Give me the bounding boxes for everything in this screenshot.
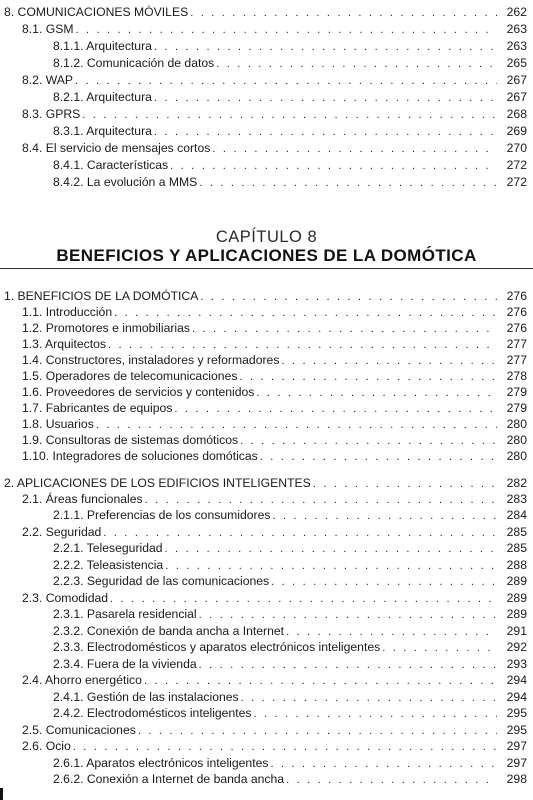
scan-edge-mark <box>0 788 3 800</box>
toc-entry <box>0 89 533 105</box>
toc-leader <box>286 624 497 640</box>
toc-leader <box>82 107 497 123</box>
toc-entry-page: 285 <box>506 541 527 555</box>
toc-entry-label: 2.2. Seguridad <box>22 525 102 539</box>
toc-entry-page: 276 <box>506 321 527 335</box>
toc-entry <box>0 21 533 37</box>
toc-leader <box>256 385 497 401</box>
toc-entry-page: 279 <box>506 385 527 399</box>
toc-entry-page: 283 <box>506 492 527 506</box>
toc-entry <box>0 557 533 573</box>
toc-entry-label: 8.2. WAP <box>22 73 74 87</box>
toc-leader <box>281 353 497 369</box>
toc-leader <box>190 5 497 21</box>
toc-entry <box>0 304 533 320</box>
toc-entry <box>0 123 533 139</box>
toc-entry <box>0 524 533 540</box>
toc-entry <box>0 738 533 754</box>
toc-entry <box>0 540 533 556</box>
toc-leader <box>199 175 497 191</box>
toc-entry-label: 1.7. Fabricantes de equipos <box>22 401 173 415</box>
toc-entry <box>0 755 533 771</box>
toc-leader <box>212 141 497 157</box>
toc-leader <box>165 541 497 557</box>
toc-entry-page: 284 <box>506 508 527 522</box>
toc-leader <box>73 739 497 755</box>
toc-entry-page: 267 <box>506 73 527 87</box>
toc-leader <box>271 574 497 590</box>
toc-entry <box>0 288 533 304</box>
toc-entry-label: 1.5. Operadores de telecomunicaciones <box>22 369 238 383</box>
toc-entry-label: 1.3. Arquitectos <box>22 337 107 351</box>
toc-leader <box>216 56 497 72</box>
toc-entry-label: 1.6. Proveedores de servicios y contenidos <box>22 385 255 399</box>
toc-entry-label: 2. APLICACIONES DE LOS EDIFICIOS INTELIGENTES <box>4 476 311 490</box>
toc-leader <box>145 492 497 508</box>
toc-entry <box>0 432 533 448</box>
toc-entry-page: 294 <box>506 673 527 687</box>
toc-entry-page: 292 <box>506 640 527 654</box>
toc-leader <box>254 706 498 722</box>
toc-entry-label: 1.8. Usuarios <box>22 417 94 431</box>
toc-entry-page: 282 <box>506 476 527 490</box>
toc-leader <box>114 305 497 321</box>
toc-leader <box>260 449 497 465</box>
toc-entry-label: 2.4.1. Gestión de las instalaciones <box>53 690 239 704</box>
toc-entry-label: 2.6.2. Conexión a Internet de banda ancha <box>53 772 285 786</box>
toc-entry-label: 8.1. GSM <box>22 22 74 36</box>
toc-entry-label: 2.2.2. Teleasistencia <box>53 558 164 572</box>
toc-entry-page: 265 <box>506 56 527 70</box>
toc-entry-page: 280 <box>506 417 527 431</box>
toc-leader <box>110 591 497 607</box>
toc-entry-page: 279 <box>506 401 527 415</box>
toc-leader <box>192 321 497 337</box>
toc-entry-label: 1.2. Promotores e inmobiliarias <box>22 321 190 335</box>
toc-entry-label: 8.1.1. Arquitectura <box>53 39 152 53</box>
toc-entry-page: 276 <box>506 305 527 319</box>
toc-leader <box>165 558 497 574</box>
toc-leader <box>103 525 497 541</box>
toc-entry-page: 277 <box>506 337 527 351</box>
toc-entry-page: 280 <box>506 449 527 463</box>
toc-entry <box>0 368 533 384</box>
toc-entry-label: 2.2.1. Teleseguridad <box>53 541 163 555</box>
toc-leader <box>96 417 497 433</box>
toc-entry <box>0 491 533 507</box>
toc-entry <box>0 606 533 622</box>
toc-leader <box>199 607 497 623</box>
toc-entry-label: 2.5. Comunicaciones <box>22 723 136 737</box>
toc-entry-page: 269 <box>506 124 527 138</box>
toc-entry-page: 272 <box>506 175 527 189</box>
toc-entry <box>0 590 533 606</box>
toc-entry-page: 293 <box>506 657 527 671</box>
toc-entry <box>0 656 533 672</box>
toc-entry-label: 2.4.2. Electrodomésticos inteligentes <box>53 706 252 720</box>
toc-entry-label: 2.1.1. Preferencias de los consumidores <box>53 508 271 522</box>
toc-entry-label: 8.1.2. Comunicación de datos <box>53 56 215 70</box>
toc-entry-page: 285 <box>506 525 527 539</box>
toc-entry-label: 1.4. Constructores, instaladores y reformadores <box>22 353 280 367</box>
toc-leader <box>270 756 497 772</box>
toc-leader <box>199 657 497 673</box>
toc-entry-label: 2.4. Ahorro energético <box>22 673 142 687</box>
toc-entry <box>0 689 533 705</box>
toc-entry-label: 8. COMUNICACIONES MÓVILES <box>4 5 189 19</box>
toc-entry <box>0 722 533 738</box>
toc-leader <box>240 433 497 449</box>
toc-leader <box>144 673 497 689</box>
toc-entry <box>0 623 533 639</box>
toc-entry <box>0 475 533 491</box>
toc-entry-page: 270 <box>506 141 527 155</box>
toc-entry <box>0 320 533 336</box>
toc-leader <box>108 337 497 353</box>
toc-entry <box>0 507 533 523</box>
toc-entry-label: 2.6.1. Aparatos electrónicos inteligentes <box>53 756 269 770</box>
toc-leader <box>75 73 497 89</box>
toc-entry <box>0 140 533 156</box>
toc-entry-label: 2.2.3. Seguridad de las comunicaciones <box>53 574 270 588</box>
toc-entry <box>0 106 533 122</box>
toc-entry <box>0 4 533 20</box>
toc-entry-page: 291 <box>506 624 527 638</box>
toc-entry <box>0 336 533 352</box>
toc-entry-label: 8.3.1. Arquitectura <box>53 124 152 138</box>
toc-entry <box>0 38 533 54</box>
chapter-title: BENEFICIOS Y APLICACIONES DE LA DOMÓTICA <box>56 246 477 265</box>
toc-entry <box>0 448 533 464</box>
toc-entry-label: 2.3.1. Pasarela residencial <box>53 607 197 621</box>
toc-entry-label: 2.3.2. Conexión de banda ancha a Internet <box>53 624 285 638</box>
toc-leader <box>138 723 497 739</box>
toc-entry-label: 2.1. Áreas funcionales <box>22 492 143 506</box>
toc-leader <box>154 39 497 55</box>
toc-entry-page: 263 <box>506 22 527 36</box>
toc-leader <box>170 158 497 174</box>
toc-leader <box>313 476 497 492</box>
toc-entry-page: 276 <box>506 289 527 303</box>
toc-leader <box>272 508 497 524</box>
toc-entry <box>0 174 533 190</box>
toc-entry-label: 8.4.2. La evolución a MMS <box>53 175 198 189</box>
toc-entry <box>0 573 533 589</box>
toc-entry-label: 1.10. Integradores de soluciones domóticas <box>22 449 258 463</box>
toc-leader <box>154 124 497 140</box>
toc-entry-page: 294 <box>506 690 527 704</box>
toc-leader <box>200 289 497 305</box>
toc-entry-page: 267 <box>506 90 527 104</box>
toc-entry-page: 278 <box>506 369 527 383</box>
toc-entry <box>0 639 533 655</box>
toc-entry <box>0 352 533 368</box>
toc-leader <box>75 22 497 38</box>
toc-entry-page: 289 <box>506 591 527 605</box>
toc-entry-page: 297 <box>506 756 527 770</box>
toc-entry-label: 8.3. GPRS <box>22 107 81 121</box>
toc-entry <box>0 416 533 432</box>
toc-entry-page: 272 <box>506 158 527 172</box>
toc-entry <box>0 672 533 688</box>
toc-entry <box>0 771 533 787</box>
toc-entry-page: 277 <box>506 353 527 367</box>
toc-entry <box>0 55 533 71</box>
toc-entry-label: 1. BENEFICIOS DE LA DOMÓTICA <box>4 289 199 303</box>
toc-leader <box>154 90 497 106</box>
toc-entry-label: 8.2.1. Arquitectura <box>53 90 152 104</box>
toc-entry-page: 289 <box>506 607 527 621</box>
chapter-number: CAPÍTULO 8 <box>215 228 318 246</box>
toc-entry <box>0 705 533 721</box>
toc-entry-page: 288 <box>506 558 527 572</box>
toc-entry-label: 1.1. Introducción <box>22 305 113 319</box>
toc-entry-page: 280 <box>506 433 527 447</box>
toc-entry <box>0 384 533 400</box>
toc-entry-label: 2.3. Comodidad <box>22 591 109 605</box>
toc-leader <box>286 772 497 788</box>
toc-entry-page: 295 <box>506 706 527 720</box>
toc-entry-page: 297 <box>506 739 527 753</box>
toc-entry-label: 1.9. Consultoras de sistemas domóticos <box>22 433 239 447</box>
chapter-divider <box>0 268 533 269</box>
toc-leader <box>174 401 497 417</box>
toc-entry-label: 8.4. El servicio de mensajes cortos <box>22 141 211 155</box>
toc-entry-page: 262 <box>506 5 527 19</box>
toc-entry-page: 289 <box>506 574 527 588</box>
toc-entry <box>0 72 533 88</box>
toc-entry-page: 263 <box>506 39 527 53</box>
toc-leader <box>239 369 497 385</box>
toc-entry-label: 2.3.4. Fuera de la vivienda <box>53 657 197 671</box>
toc-leader <box>382 640 497 656</box>
toc-entry-label: 2.3.3. Electrodomésticos y aparatos electrónicos inteligentes <box>53 640 381 654</box>
toc-entry-page: 298 <box>506 772 527 786</box>
toc-entry-page: 295 <box>506 723 527 737</box>
toc-entry <box>0 400 533 416</box>
toc-leader <box>241 690 497 706</box>
toc-entry-page: 268 <box>506 107 527 121</box>
toc-entry-label: 8.4.1. Características <box>53 158 169 172</box>
toc-entry-label: 2.6. Ocio <box>22 739 71 753</box>
toc-entry <box>0 157 533 173</box>
